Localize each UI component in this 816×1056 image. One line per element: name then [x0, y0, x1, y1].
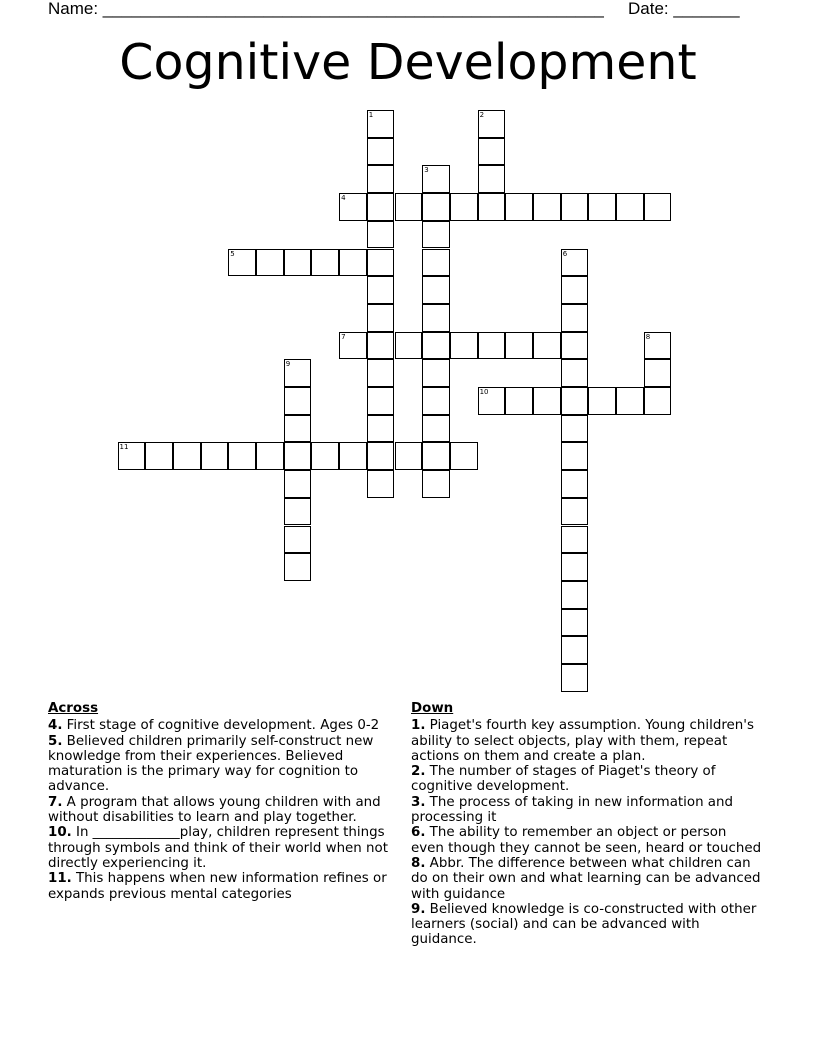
grid-cell[interactable] [367, 221, 395, 249]
clue-text: Believed children primarily self-construct new knowledge from their experiences. Believed maturation is the primary way for cognition to advance. [48, 733, 374, 795]
across-clue-11 [48, 871, 400, 902]
grid-cell[interactable] [644, 193, 672, 221]
grid-cell[interactable] [228, 442, 256, 470]
cell-number: 10 [479, 388, 489, 396]
grid-cell[interactable] [505, 193, 533, 221]
grid-cell[interactable] [478, 332, 506, 360]
grid-cell[interactable] [256, 442, 284, 470]
cell-number: 1 [368, 111, 374, 119]
across-heading: Across [48, 701, 99, 716]
grid-cell[interactable] [422, 359, 450, 387]
cell-number: 9 [285, 360, 291, 369]
clue-text: The ability to remember an object or person even though they cannot be seen, heard or touched [411, 825, 762, 856]
grid-cell[interactable] [367, 442, 395, 470]
clue-text: Abbr. The difference between what children can do on their own and what learning can be advanced with guidance [411, 855, 761, 902]
grid-cell[interactable] [367, 332, 395, 360]
grid-cell[interactable] [367, 470, 395, 498]
grid-cell[interactable] [561, 664, 589, 692]
grid-cell[interactable] [367, 415, 395, 443]
date-field-label[interactable]: Date: _______ [628, 0, 740, 18]
clue-number: 3. [411, 794, 426, 810]
grid-cell[interactable] [422, 221, 450, 249]
grid-cell[interactable] [367, 359, 395, 387]
grid-cell[interactable] [284, 249, 312, 277]
grid-cell[interactable] [422, 304, 450, 332]
grid-cell[interactable] [256, 249, 284, 277]
grid-cell[interactable] [284, 387, 312, 415]
across-clue-5 [48, 734, 400, 795]
cell-number: 8 [645, 332, 651, 341]
grid-cell[interactable] [561, 359, 589, 387]
grid-cell[interactable] [505, 387, 533, 415]
grid-cell[interactable] [450, 193, 478, 221]
cell-number: 5 [230, 249, 235, 258]
down-clue-9 [411, 902, 763, 948]
grid-cell[interactable] [561, 609, 589, 637]
grid-cell[interactable] [339, 193, 367, 221]
grid-cell[interactable] [284, 442, 312, 470]
cell-number: 6 [562, 249, 568, 258]
grid-cell[interactable] [561, 636, 589, 664]
grid-cell[interactable] [284, 498, 312, 526]
grid-cell[interactable] [228, 249, 256, 277]
grid-cell[interactable] [561, 276, 589, 304]
down-clue-3 [411, 795, 763, 826]
grid-cell[interactable] [561, 581, 589, 609]
down-clues [411, 701, 763, 948]
clue-text: This happens when new information refines or expands previous mental categories [48, 871, 387, 902]
puzzle-title: Cognitive Development [119, 34, 697, 91]
grid-cell[interactable] [450, 442, 478, 470]
grid-cell[interactable] [478, 387, 506, 415]
grid-cell[interactable] [395, 332, 423, 360]
grid-cell[interactable] [367, 387, 395, 415]
across-clue-4 [48, 718, 400, 733]
cell-number: 2 [479, 111, 485, 119]
grid-cell[interactable] [478, 138, 506, 166]
grid-cell[interactable] [422, 165, 450, 193]
grid-cell[interactable] [284, 470, 312, 498]
across-clue-7 [48, 795, 400, 826]
clue-text: The number of stages of Piaget's theory of cognitive development. [411, 764, 716, 795]
name-field-label[interactable]: Name: _____________________________________________________ [48, 0, 604, 18]
grid-cell[interactable] [422, 249, 450, 277]
grid-cell[interactable] [561, 526, 589, 554]
down-clue-2 [411, 764, 763, 795]
grid-cell[interactable] [616, 387, 644, 415]
grid-cell[interactable] [561, 249, 589, 277]
down-clue-1 [411, 718, 763, 764]
clue-number: 10. [48, 825, 72, 841]
grid-cell[interactable] [422, 415, 450, 443]
grid-cell[interactable] [533, 193, 561, 221]
clue-number: 2. [411, 764, 426, 780]
clue-text: In _____________play, children represent things through symbols and think of their world when not directly experiencing it. [48, 825, 388, 871]
grid-cell[interactable] [367, 138, 395, 166]
down-clue-list [411, 718, 763, 947]
grid-cell[interactable] [422, 470, 450, 498]
cell-number: 11 [119, 443, 129, 452]
grid-cell[interactable] [311, 249, 339, 277]
grid-cell[interactable] [395, 193, 423, 221]
grid-cell[interactable] [505, 332, 533, 360]
grid-cell[interactable] [367, 276, 395, 304]
grid-cell[interactable] [450, 332, 478, 360]
across-clue-10 [48, 825, 400, 871]
clue-number: 11. [48, 871, 72, 887]
clue-text: A program that allows young children with and without disabilities to learn and play together. [48, 794, 381, 826]
across-clue-list [48, 718, 400, 902]
clue-number: 7. [48, 794, 63, 810]
grid-cell[interactable] [367, 165, 395, 193]
grid-cell[interactable] [533, 332, 561, 360]
grid-cell[interactable] [145, 442, 173, 470]
grid-cell[interactable] [588, 387, 616, 415]
grid-cell[interactable] [561, 498, 589, 526]
grid-cell[interactable] [561, 332, 589, 360]
grid-cell[interactable] [644, 332, 672, 360]
grid-cell[interactable] [422, 387, 450, 415]
grid-cell[interactable] [339, 332, 367, 360]
grid-cell[interactable] [339, 249, 367, 277]
grid-cell[interactable] [367, 249, 395, 277]
grid-cell[interactable] [588, 193, 616, 221]
grid-cell[interactable] [561, 553, 589, 581]
grid-cell[interactable] [644, 387, 672, 415]
grid-cell[interactable] [284, 526, 312, 554]
grid-cell[interactable] [284, 359, 312, 387]
clue-number: 6. [411, 825, 426, 841]
grid-cell[interactable] [561, 387, 589, 415]
grid-cell[interactable] [422, 442, 450, 470]
clue-text: Believed knowledge is co-constructed with other learners (social) and can be advanced with guidance. [411, 901, 757, 948]
down-heading: Down [411, 701, 454, 716]
across-clues [48, 701, 400, 902]
grid-cell[interactable] [478, 193, 506, 221]
cell-number: 4 [341, 194, 346, 203]
grid-cell[interactable] [201, 442, 229, 470]
grid-cell[interactable] [284, 415, 312, 443]
grid-cell[interactable] [311, 442, 339, 470]
grid-cell[interactable] [644, 359, 672, 387]
grid-cell[interactable] [561, 304, 589, 332]
grid-cell[interactable] [422, 276, 450, 304]
grid-cell[interactable] [561, 442, 589, 470]
grid-cell[interactable] [561, 193, 589, 221]
grid-cell[interactable] [339, 442, 367, 470]
grid-cell[interactable] [367, 193, 395, 221]
clue-number: 1. [411, 718, 426, 734]
clue-number: 9. [411, 901, 426, 917]
grid-cell[interactable] [367, 110, 395, 138]
grid-cell[interactable] [561, 415, 589, 443]
clue-number: 5. [48, 733, 63, 749]
grid-cell[interactable] [533, 387, 561, 415]
down-clue-8 [411, 856, 763, 902]
clue-number: 8. [411, 855, 426, 871]
grid-cell[interactable] [395, 442, 423, 470]
grid-cell[interactable] [561, 470, 589, 498]
grid-cell[interactable] [367, 304, 395, 332]
grid-cell[interactable] [284, 553, 312, 581]
clue-text: Piaget's fourth key assumption. Young children's ability to select objects, play with them, repeat actions on them and create a plan. [411, 718, 754, 764]
clue-text: First stage of cognitive development. Ages 0-2 [62, 718, 380, 734]
cell-number: 3 [424, 166, 429, 175]
clue-text: The process of taking in new information and processing it [411, 794, 734, 826]
down-clue-6 [411, 825, 763, 856]
grid-cell[interactable] [422, 332, 450, 360]
cell-number: 7 [341, 332, 346, 341]
grid-cell[interactable] [118, 442, 146, 470]
grid-cell[interactable] [173, 442, 201, 470]
grid-cell[interactable] [478, 110, 506, 138]
grid-cell[interactable] [478, 165, 506, 193]
clue-number: 4. [48, 718, 63, 734]
grid-cell[interactable] [616, 193, 644, 221]
grid-cell[interactable] [422, 193, 450, 221]
